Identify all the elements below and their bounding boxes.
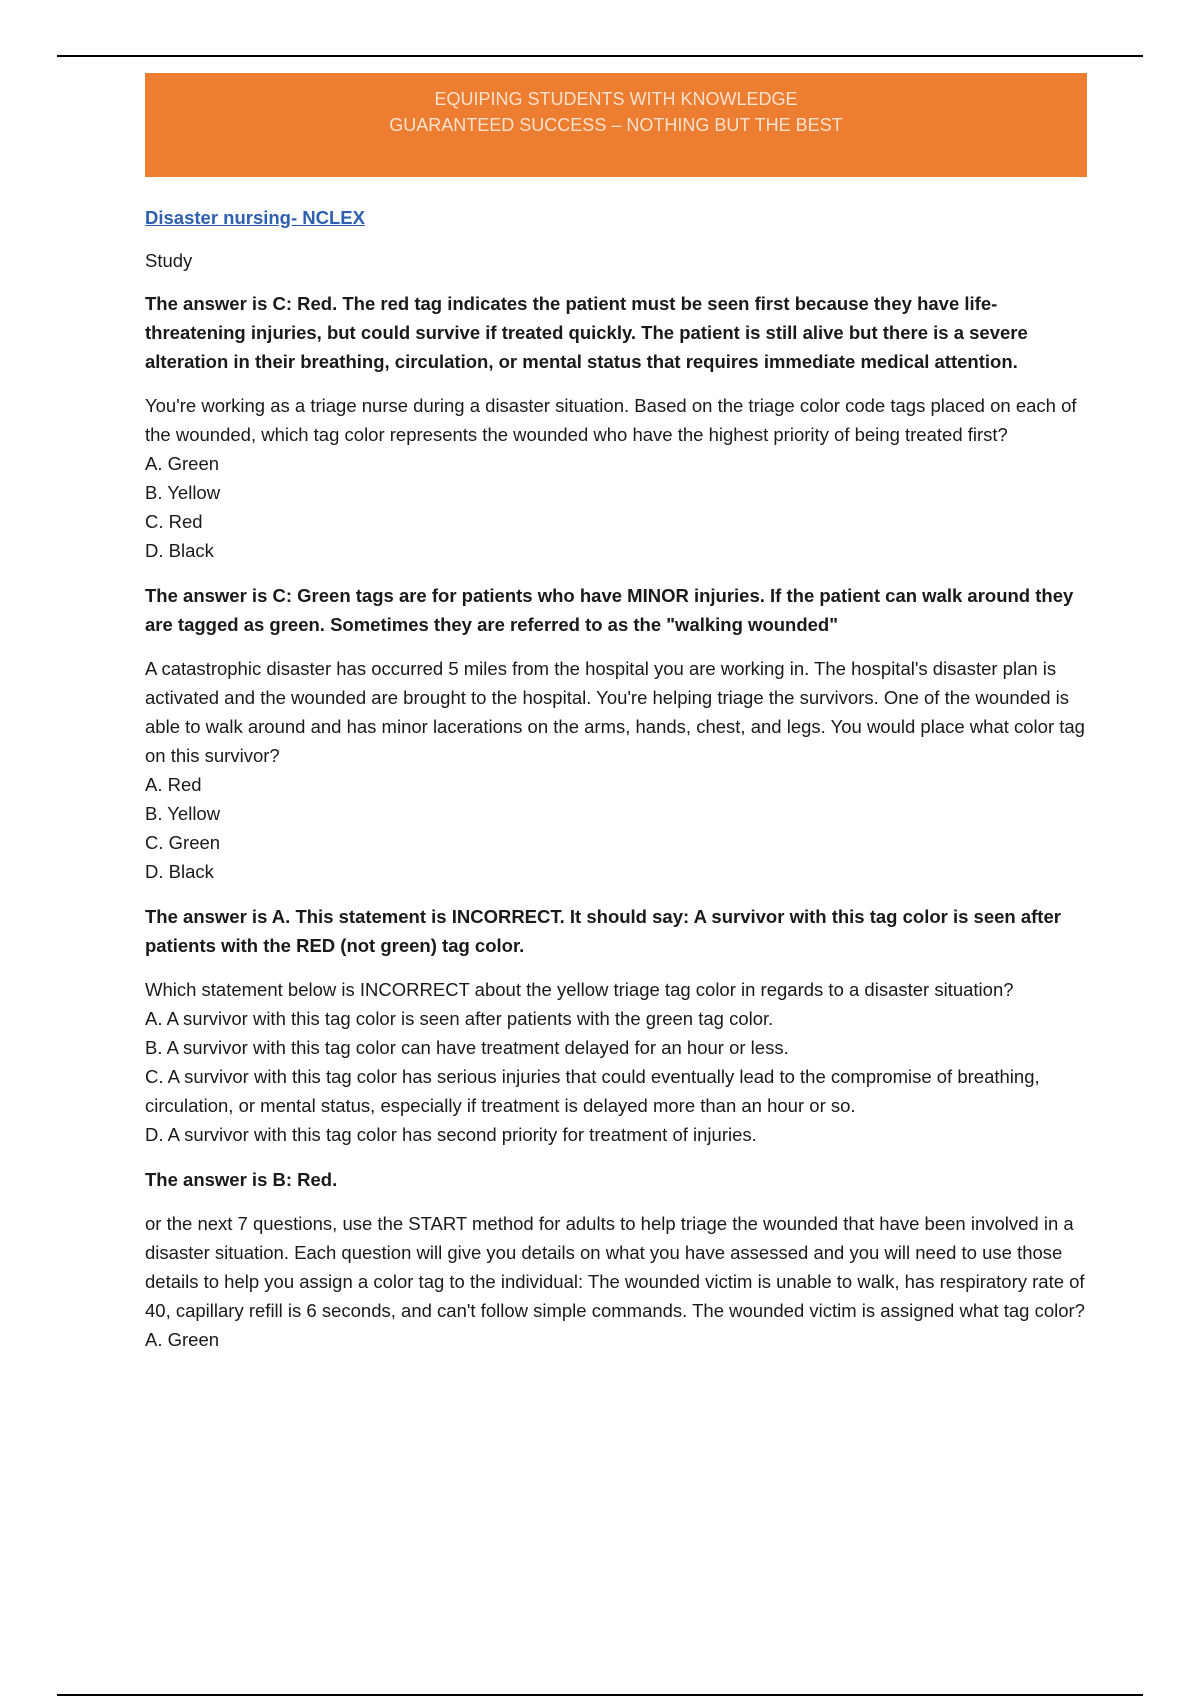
option-item: C. Red — [145, 511, 203, 532]
option-item: A. A survivor with this tag color is seen after patients with the green tag color. — [145, 1008, 774, 1029]
bottom-rule — [57, 1694, 1143, 1696]
option-item: C. Green — [145, 832, 221, 853]
answer-text: The answer is C: Green tags are for patients who have MINOR injuries. If the patient can walk around they are tagged as green. Sometimes they are referred to as the "walking wounded" — [145, 585, 1074, 635]
options-list — [145, 449, 1090, 565]
options-list — [145, 1325, 1090, 1354]
option-item: B. Yellow — [145, 803, 221, 824]
header-banner — [145, 73, 1087, 177]
answer-text: The answer is C: Red. The red tag indicates the patient must be seen first because they have life-threatening injuries, but could survive if treated quickly. The patient is still alive but there is a severe alteration in their breathing, circulation, or mental status that requires immediate medical attention. — [145, 293, 1028, 372]
options-list — [145, 770, 1090, 886]
answer-text: The answer is B: Red. — [145, 1169, 338, 1190]
top-rule — [57, 55, 1143, 57]
option-item: D. Black — [145, 861, 214, 882]
banner-line-1: EQUIPING STUDENTS WITH KNOWLEDGE — [434, 89, 798, 109]
study-label: Study — [145, 250, 193, 271]
question-text: You're working as a triage nurse during a disaster situation. Based on the triage color code tags placed on each of the wounded, which tag color represents the wounded who have the highest priority of being treated first? — [145, 395, 1077, 445]
question-text: or the next 7 questions, use the START method for adults to help triage the wounded that have been involved in a disaster situation. Each question will give you details on what you have assessed and you will need to use those details to help you assign a color tag to the individual: The wounded victim is unable to walk, has respiratory rate of 40, capillary refill is 6 seconds, and can't follow simple commands. The wounded victim is assigned what tag color? — [145, 1213, 1085, 1321]
option-item: A. Red — [145, 774, 202, 795]
option-item: A. Green — [145, 453, 220, 474]
option-item: C. A survivor with this tag color has serious injuries that could eventually lead to the compromise of breathing, circulation, or mental status, especially if treatment is delayed more than an hour or so. — [145, 1066, 1040, 1116]
answer-text: The answer is A. This statement is INCORRECT. It should say: A survivor with this tag color is seen after patients with the RED (not green) tag color. — [145, 906, 1061, 956]
option-item: A. Green — [145, 1329, 220, 1350]
document-body — [145, 203, 1090, 1370]
banner-line-2: GUARANTEED SUCCESS – NOTHING BUT THE BEST — [389, 115, 843, 135]
option-item: B. Yellow — [145, 482, 221, 503]
option-item: D. A survivor with this tag color has second priority for treatment of injuries. — [145, 1124, 757, 1145]
question-text: A catastrophic disaster has occurred 5 miles from the hospital you are working in. The hospital's disaster plan is activated and the wounded are brought to the hospital. You're helping triage the survivors. One of the wounded is able to walk around and has minor lacerations on the arms, hands, chest, and legs. You would place what color tag on this survivor? — [145, 658, 1085, 766]
option-item: D. Black — [145, 540, 214, 561]
options-list — [145, 1004, 1090, 1149]
document-title-link[interactable]: Disaster nursing- NCLEX — [145, 207, 365, 228]
question-text: Which statement below is INCORRECT about the yellow triage tag color in regards to a disaster situation? — [145, 979, 1014, 1000]
option-item: B. A survivor with this tag color can have treatment delayed for an hour or less. — [145, 1037, 789, 1058]
